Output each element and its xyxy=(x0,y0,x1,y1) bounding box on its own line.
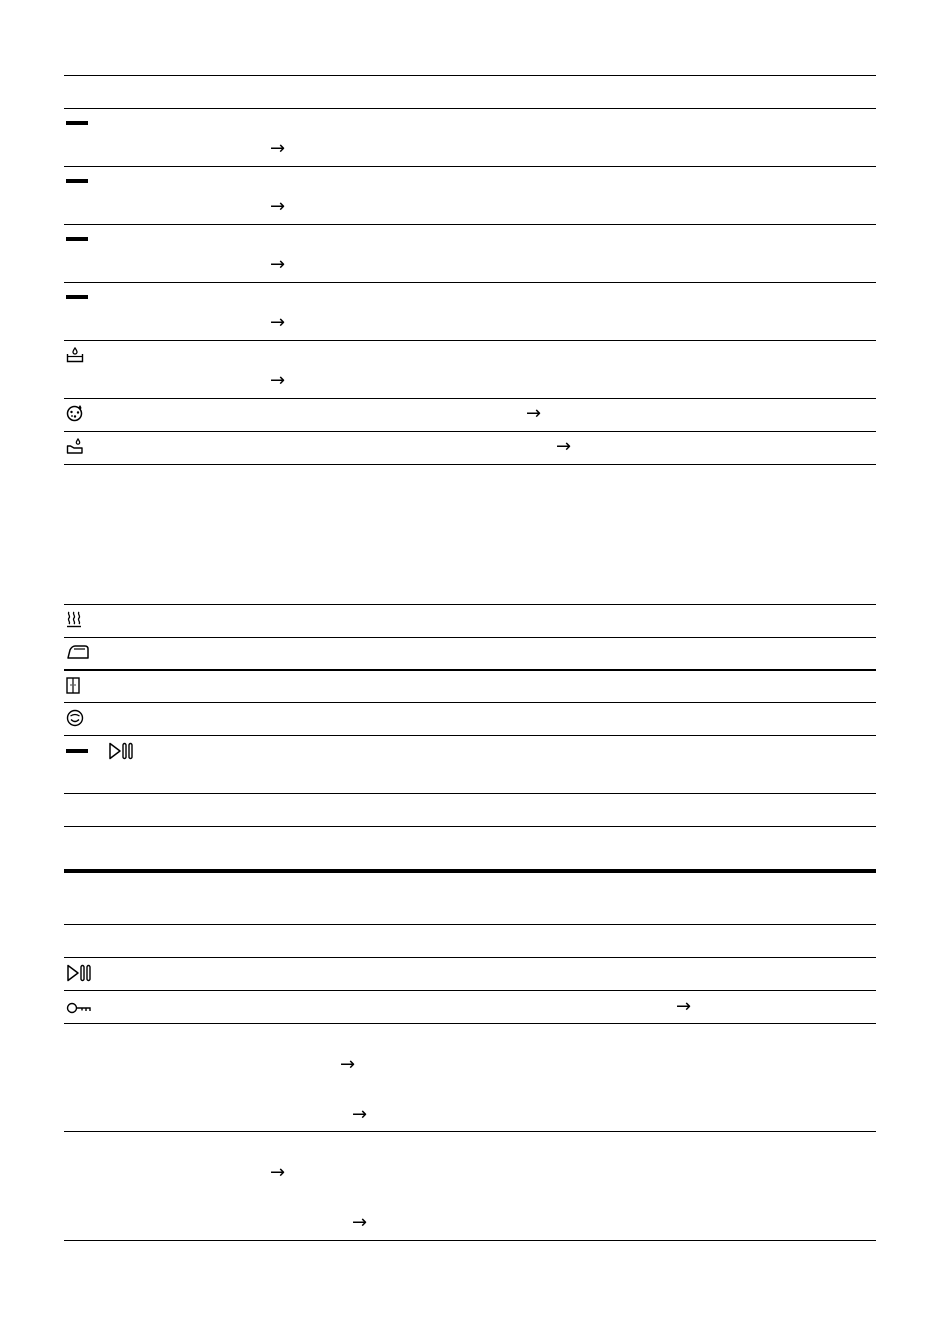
table-bottom-rule xyxy=(64,826,876,827)
arrow-icon: → xyxy=(352,1104,368,1125)
row-divider xyxy=(64,1023,876,1024)
row-divider xyxy=(64,431,876,432)
dash-indicator-icon xyxy=(66,179,88,183)
arrow-icon: → xyxy=(526,403,542,424)
arrow-icon: → xyxy=(270,1162,286,1183)
steam-icon xyxy=(66,610,82,628)
row-divider xyxy=(64,340,876,341)
row-divider xyxy=(64,166,876,167)
dash-indicator-icon xyxy=(66,237,88,241)
row-divider xyxy=(64,793,876,794)
row-divider xyxy=(64,702,876,703)
arrow-icon: → xyxy=(556,436,572,457)
arrow-icon: → xyxy=(352,1212,368,1233)
stain-ball-icon xyxy=(66,404,84,422)
table-top-rule xyxy=(64,869,876,873)
row-divider xyxy=(64,735,876,736)
start-pause-icon xyxy=(66,964,92,982)
arrow-icon: → xyxy=(270,370,286,391)
arrow-icon: → xyxy=(270,312,286,333)
basin-drop-icon xyxy=(66,347,84,363)
tray-drop-icon xyxy=(66,437,84,455)
table-header-rule xyxy=(64,924,876,925)
row-divider xyxy=(64,669,876,671)
arrow-icon: → xyxy=(340,1054,356,1075)
row-divider xyxy=(64,990,876,991)
table-bottom-rule xyxy=(64,1240,876,1241)
door-icon xyxy=(66,677,80,695)
table-bottom-rule xyxy=(64,464,876,465)
row-divider xyxy=(64,282,876,283)
start-pause-icon xyxy=(108,742,134,760)
arrow-icon: → xyxy=(270,196,286,217)
arrow-icon: → xyxy=(270,138,286,159)
iron-icon xyxy=(66,644,90,660)
row-divider xyxy=(64,398,876,399)
row-divider xyxy=(64,1131,876,1132)
row-divider xyxy=(64,637,876,638)
arrow-icon: → xyxy=(270,254,286,275)
dash-indicator-icon xyxy=(66,749,88,753)
row-divider xyxy=(64,224,876,225)
key-icon xyxy=(66,1001,92,1015)
dash-indicator-icon xyxy=(66,295,88,299)
dash-indicator-icon xyxy=(66,121,88,125)
table-top-rule xyxy=(64,604,876,605)
table-top-rule xyxy=(64,75,876,76)
row-divider xyxy=(64,957,876,958)
arrow-icon: → xyxy=(676,996,692,1017)
table-header-rule xyxy=(64,108,876,109)
smile-icon xyxy=(66,709,84,727)
